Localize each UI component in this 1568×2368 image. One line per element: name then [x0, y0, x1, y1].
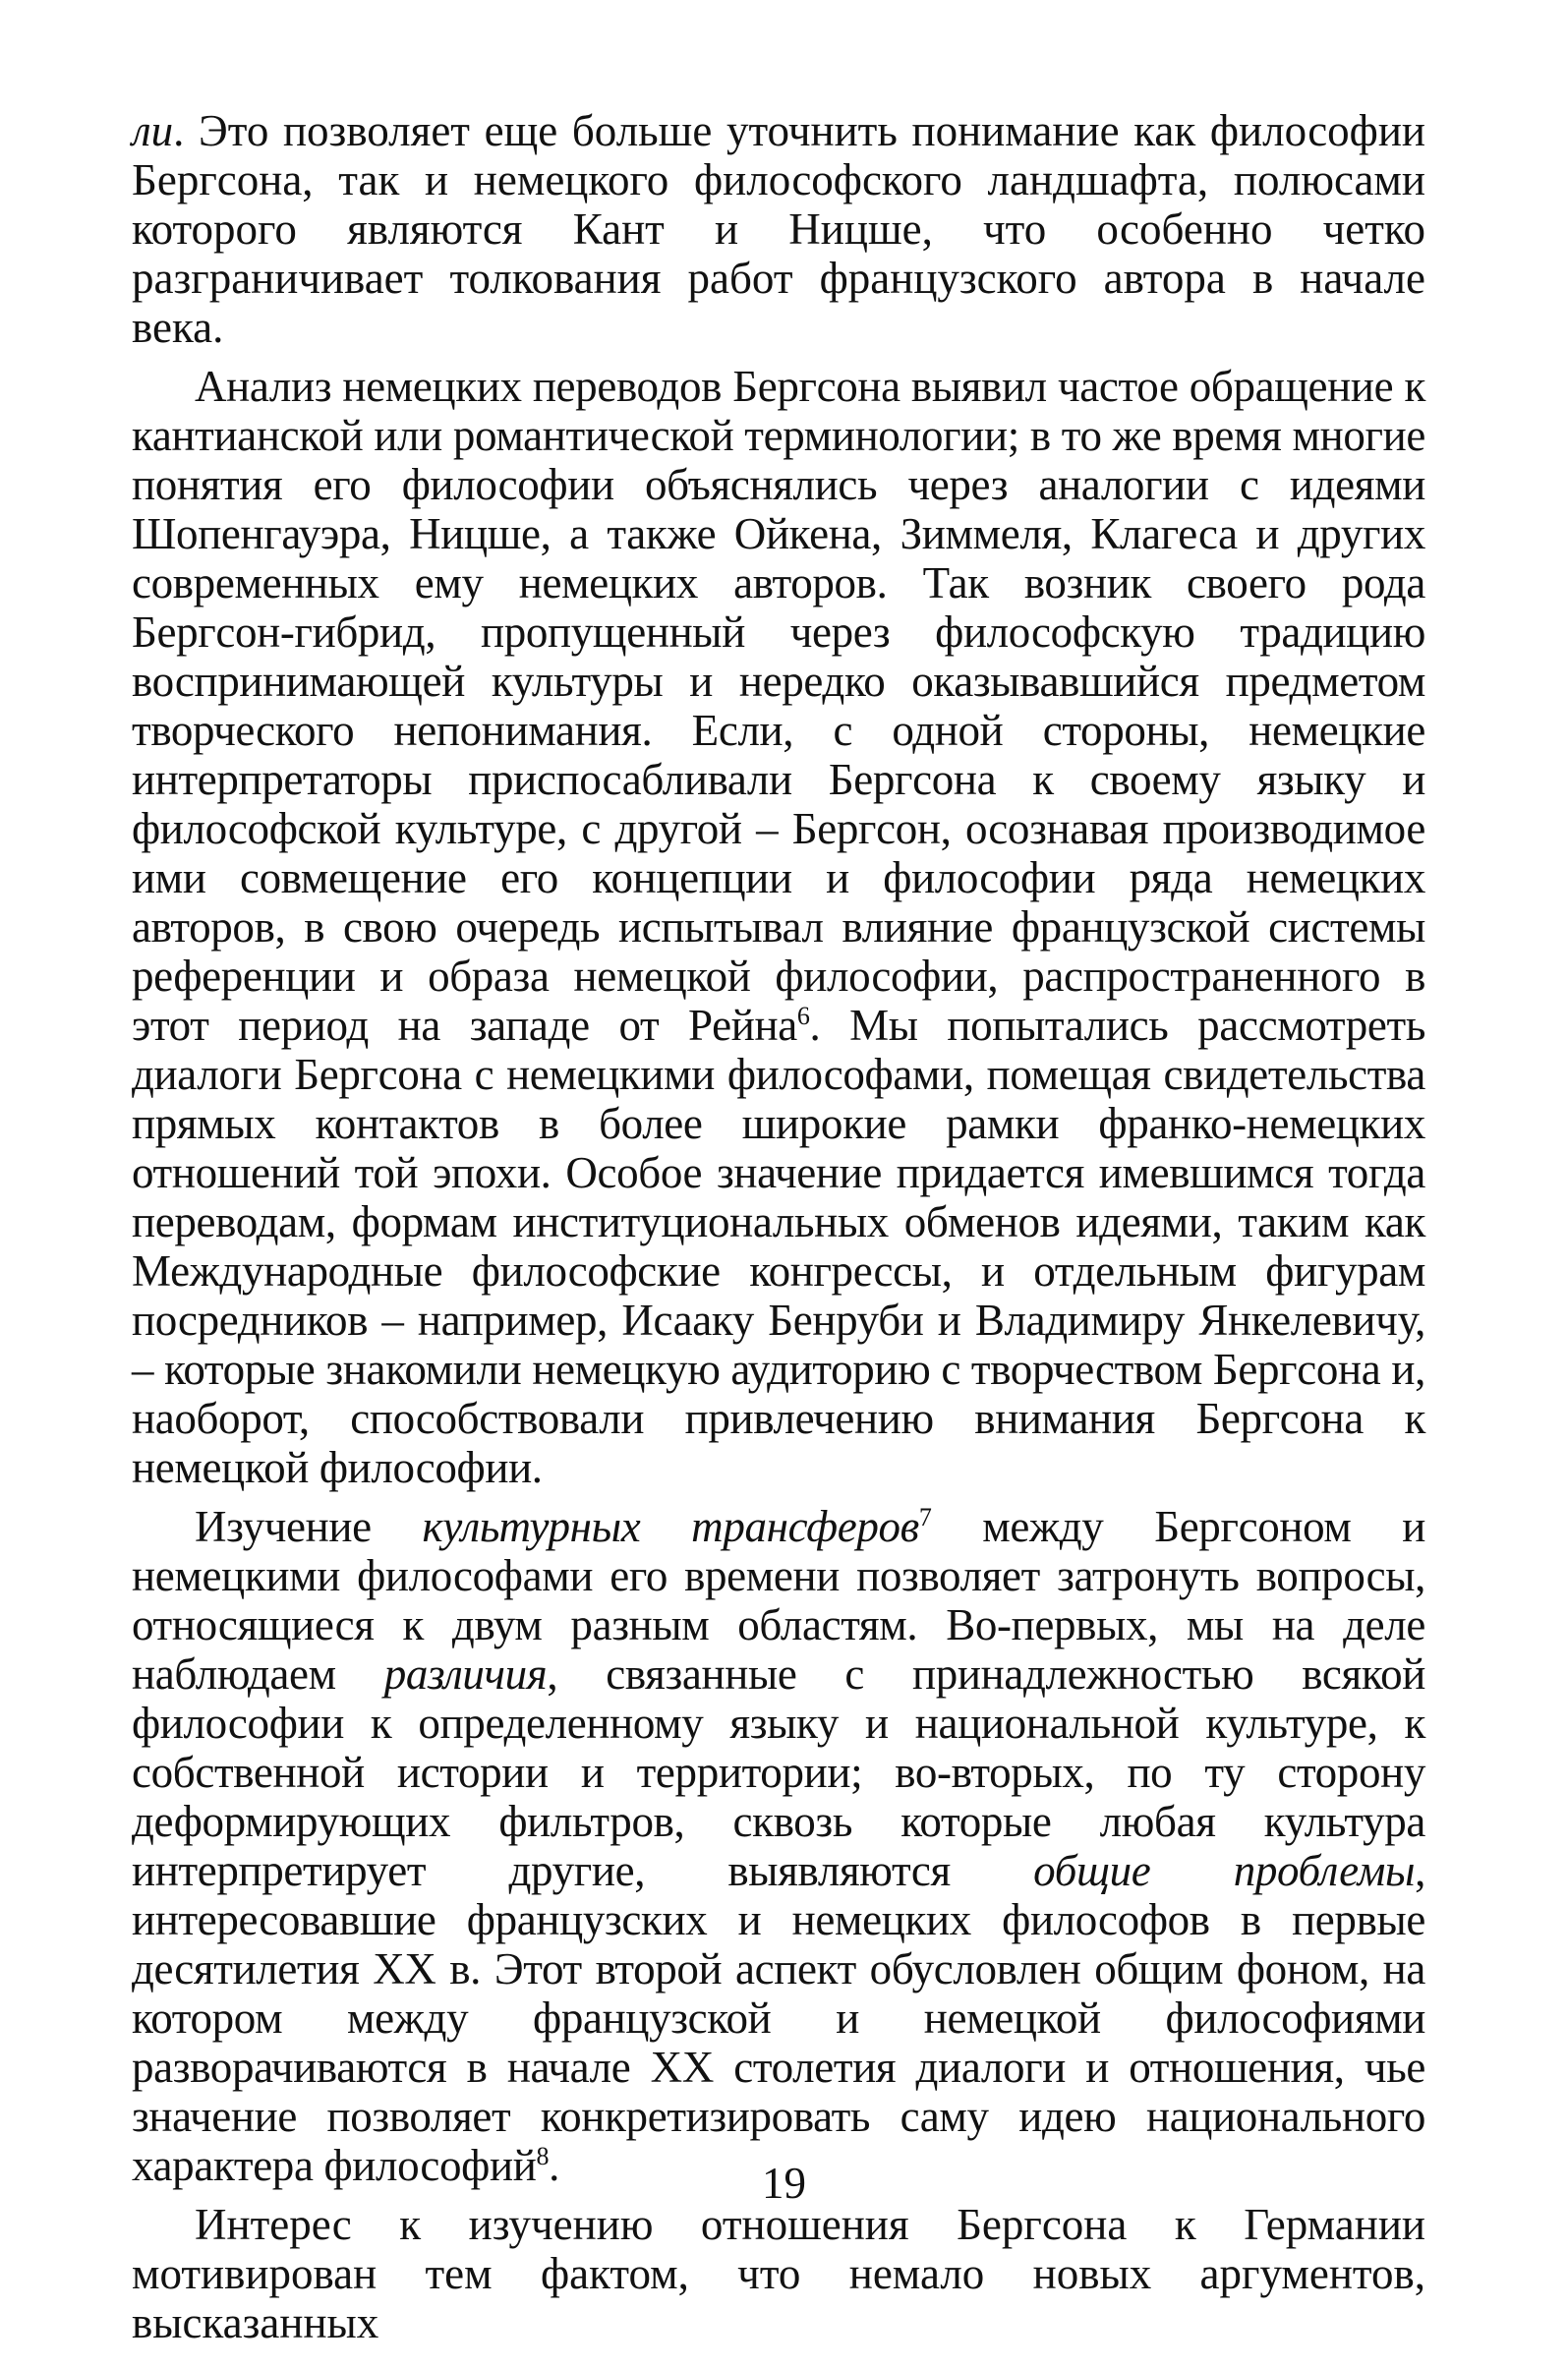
- paragraph-text: .: [549, 2141, 560, 2190]
- paragraph-text: , связанные с принадлежностью всякой философии к определенному языку и национальной культуре, к собственной истории и территории; во-вторых, по ту сторону деформирующих фильтров, сквозь которые любая культура интерпретирует другие, выявляются: [132, 1649, 1425, 1895]
- italic-term-cultural-transfers: культурных трансферов: [422, 1502, 919, 1551]
- italic-fragment: ли: [132, 106, 174, 155]
- paragraph-text: . Мы попытались рассмотреть диалоги Бергсона с немецкими философами, помещая свидетельства прямых контактов в более широкие рамки франко-немецких отношений той эпохи. Особое значение придается имевшимся тогда переводам, формам институциональных обменов идеями, таким как Международные философские конгрессы, и отдельным фигурам посредников – например, Исааку Бенруби и Владимиру Янкелевичу, – которые знакомили немецкую аудиторию с творчеством Бергсона и, наоборот, способствовали привлечению внимания Бергсона к немецкой философии.: [132, 1001, 1425, 1492]
- body-text: [132, 106, 1425, 2347]
- paragraph-text: Изучение: [195, 1502, 423, 1551]
- footnote-marker-8: 8: [536, 2142, 550, 2170]
- paragraph-text: между Бергсоном и немецкими философами его времени позволяет затронуть вопросы, относящиеся к двум разным областям. Во-первых, мы на деле наблюдаем: [132, 1502, 1425, 1699]
- italic-term-differences: различия: [383, 1649, 548, 1699]
- paragraph-text: Интерес к изучению отношения Бергсона к Германии мотивирован тем фактом, что немало новых аргументов, высказанных: [132, 2200, 1425, 2347]
- paragraph-continued: [132, 106, 1425, 352]
- paragraph-text: . Это позволяет еще больше уточнить понимание как философии Бергсона, так и немецкого философского ландшафта, полюсами которого являются Кант и Ницше, что особенно четко разграничивает толкования работ французского автора в начале века.: [132, 106, 1425, 352]
- paragraph-text: , интересовавшие французских и немецких философов в первые десятилетия XX в. Этот второй аспект обусловлен общим фоном, на котором между французской и немецкой философиями разворачиваются в начале XX столетия диалоги и отношения, чье значение позволяет конкретизировать саму идею национального характера философий: [132, 1846, 1426, 2190]
- paragraph-interest: [132, 2200, 1425, 2347]
- footnote-marker-6: 6: [796, 1002, 810, 1030]
- paragraph-translations-analysis: [132, 362, 1425, 1492]
- footnote-marker-7: 7: [918, 1503, 932, 1531]
- italic-term-common-problems: общие проблемы: [1033, 1846, 1416, 1895]
- page-number: 19: [762, 2159, 806, 2208]
- paragraph-text: Анализ немецких переводов Бергсона выявил частое обращение к кантианской или романтической терминологии; в то же время многие понятия его философии объяснялись через аналогии с идеями Шопенгауэра, Ницше, а также Ойкена, Зиммеля, Клагеса и других современных ему немецких авторов. Так возник своего рода Бергсон-гибрид, пропущенный через философскую традицию воспринимающей культуры и нередко оказывавшийся предметом творческого непонимания. Если, с одной стороны, немецкие интерпретаторы приспосабливали Бергсона к своему языку и философской культуре, с другой – Бергсон, осознавая производимое ими совмещение его концепции и философии ряда немецких авторов, в свою очередь испытывал влияние французской системы референции и образа немецкой философии, распространенного в этот период на западе от Рейна: [132, 362, 1425, 1050]
- paragraph-cultural-transfers: [132, 1502, 1425, 2190]
